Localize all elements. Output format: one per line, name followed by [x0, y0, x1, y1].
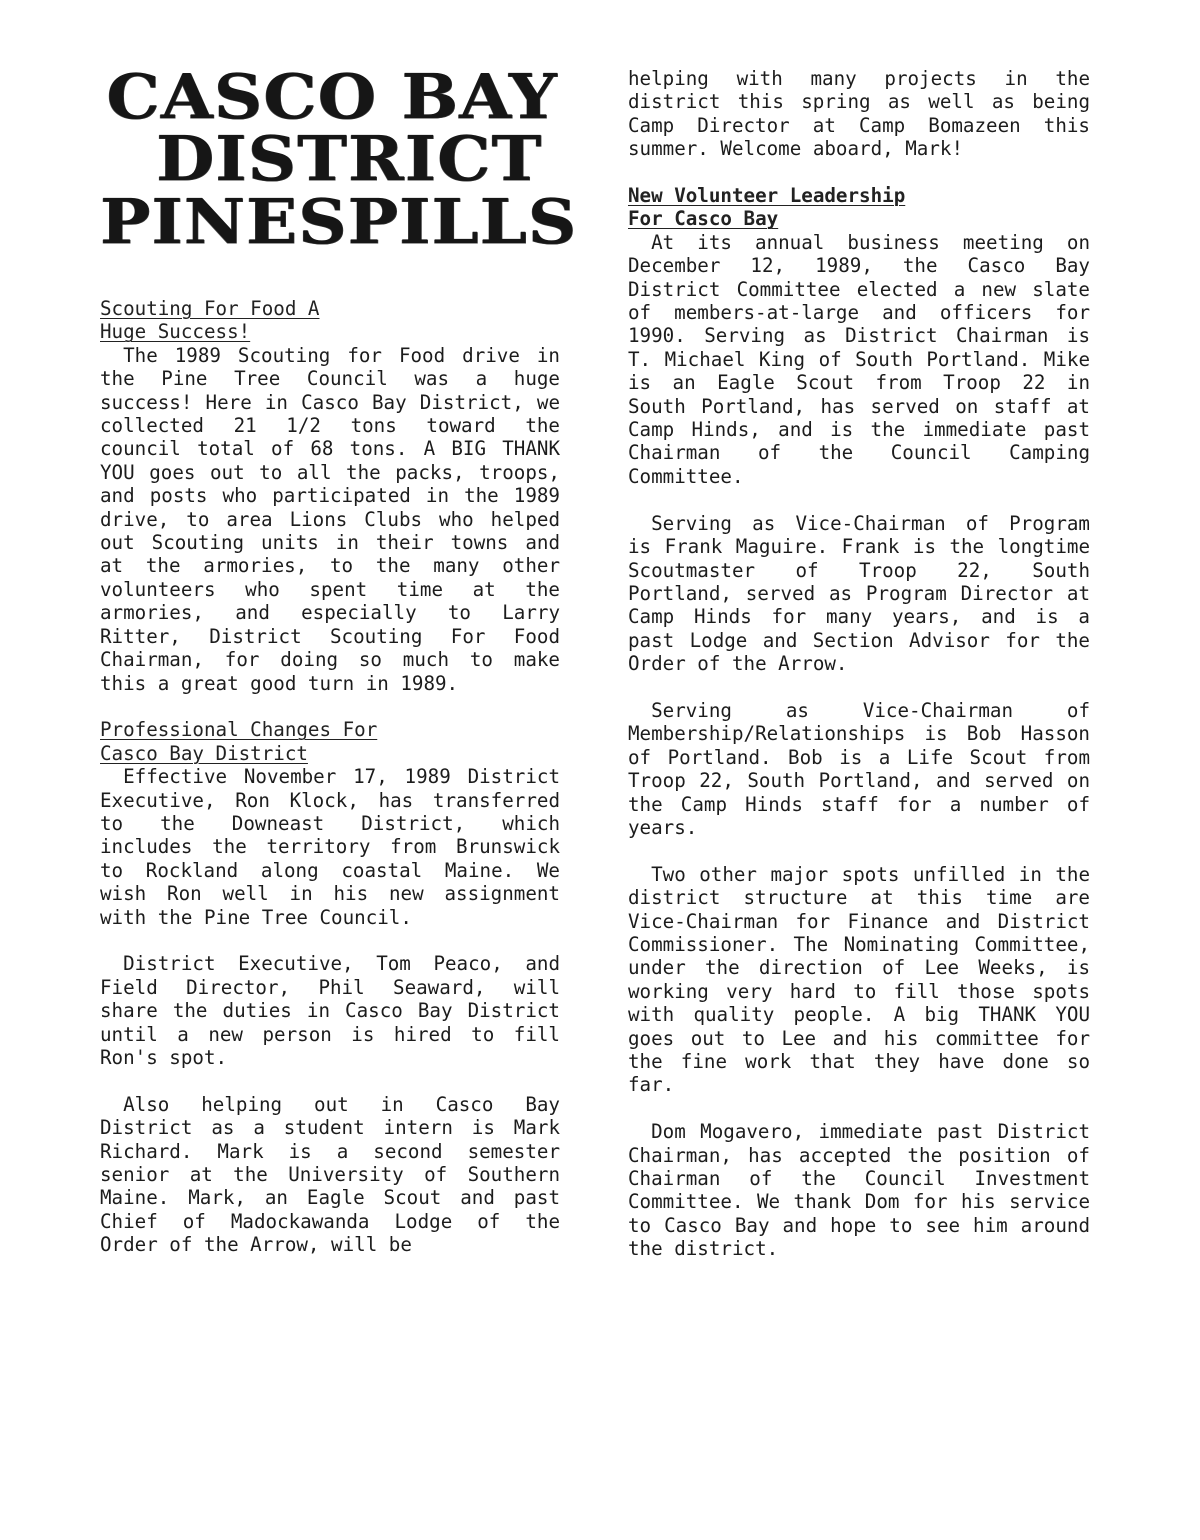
masthead-line-2: DISTRICT	[156, 122, 543, 195]
article-paragraph: The 1989 Scouting for Food drive in the Pine Tree Council was a huge success! Here in Casco Bay District, we collected 21 1/2 tons toward the council total of 68 tons. A BIG THANK YOU goes out to all the packs, troops, and posts who participated in the 1989 drive, to area Lions Clubs who helped out Scouting units in their towns and at the armories, to the many other volunteers who spent time at the armories, and especially to Larry Ritter, District Scouting For Food Chairman, for doing so much to make this a great good turn in 1989.	[100, 343, 560, 695]
masthead-line-3: PINESPILLS	[100, 185, 578, 258]
article-paragraph: Serving as Vice-Chairman of Membership/Relationships is Bob Hasson of Portland. Bob is a Life Scout from Troop 22, South Portland, and served on the Camp Hinds staff for a number of years.	[628, 698, 1090, 839]
article-paragraph: Dom Mogavero, immediate past District Chairman, has accepted the position of Chairman of the Council Investment Committee. We thank Dom for his service to Casco Bay and hope to see him around the district.	[628, 1120, 1090, 1261]
section-spacer	[628, 161, 1090, 184]
article-heading: New Volunteer Leadership	[628, 184, 906, 208]
article-scouting-for-food	[100, 297, 560, 695]
article-paragraph-continued: helping with many projects in the district this spring as well as being Camp Director at Camp Bomazeen this summer. Welcome aboard, Mark!	[628, 67, 1090, 161]
left-column	[100, 297, 560, 1257]
article-heading: Professional Changes For	[100, 718, 378, 742]
section-spacer	[100, 695, 560, 718]
article-heading-continued: Huge Success!	[100, 320, 251, 344]
right-column	[628, 67, 1090, 1261]
paragraph-spacer	[628, 1097, 1090, 1120]
article-professional-changes	[100, 718, 560, 1256]
article-new-volunteer-leadership	[628, 184, 1090, 1261]
article-heading-continued: Casco Bay District	[100, 741, 308, 765]
masthead	[100, 60, 640, 258]
article-heading-continued: For Casco Bay	[628, 207, 779, 231]
article-paragraph: At its annual business meeting on December 12, 1989, the Casco Bay District Committee elected a new slate of members-at-large and officers for 1990. Serving as District Chairman is T. Michael King of South Portland. Mike is an Eagle Scout from Troop 22 in South Portland, has served on staff at Camp Hinds, and is the immediate past Chairman of the Council Camping Committee.	[628, 230, 1090, 488]
paragraph-spacer	[100, 929, 560, 952]
paragraph-spacer	[628, 839, 1090, 862]
article-paragraph: District Executive, Tom Peaco, and Field Director, Phil Seaward, will share the duties in Casco Bay District until a new person is hired to fill Ron's spot.	[100, 952, 560, 1069]
article-paragraph: Effective November 17, 1989 District Executive, Ron Klock, has transferred to the Downeast District, which includes the territory from Brunswick to Rockland along coastal Maine. We wish Ron well in his new assignment with the Pine Tree Council.	[100, 765, 560, 929]
paragraph-spacer	[628, 676, 1090, 699]
masthead-line-1: CASCO BAY	[106, 60, 558, 133]
article-paragraph: Two other major spots unfilled in the district structure at this time are Vice-Chairman for Finance and District Commissioner. The Nominating Committee, under the direction of Lee Weeks, is working very hard to fill those spots with quality people. A big THANK YOU goes out to Lee and his committee for the fine work that they have done so far.	[628, 862, 1090, 1097]
article-heading: Scouting For Food A	[100, 297, 320, 320]
article-paragraph: Serving as Vice-Chairman of Program is Frank Maguire. Frank is the longtime Scoutmaster of Troop 22, South Portland, served as Program Director at Camp Hinds for many years, and is a past Lodge and Section Advisor for the Order of the Arrow.	[628, 511, 1090, 676]
paragraph-spacer	[100, 1069, 560, 1092]
article-paragraph: Also helping out in Casco Bay District as a student intern is Mark Richard. Mark is a second semester senior at the University of Southern Maine. Mark, an Eagle Scout and past Chief of Madockawanda Lodge of the Order of the Arrow, will be	[100, 1092, 560, 1257]
paragraph-spacer	[628, 488, 1090, 511]
